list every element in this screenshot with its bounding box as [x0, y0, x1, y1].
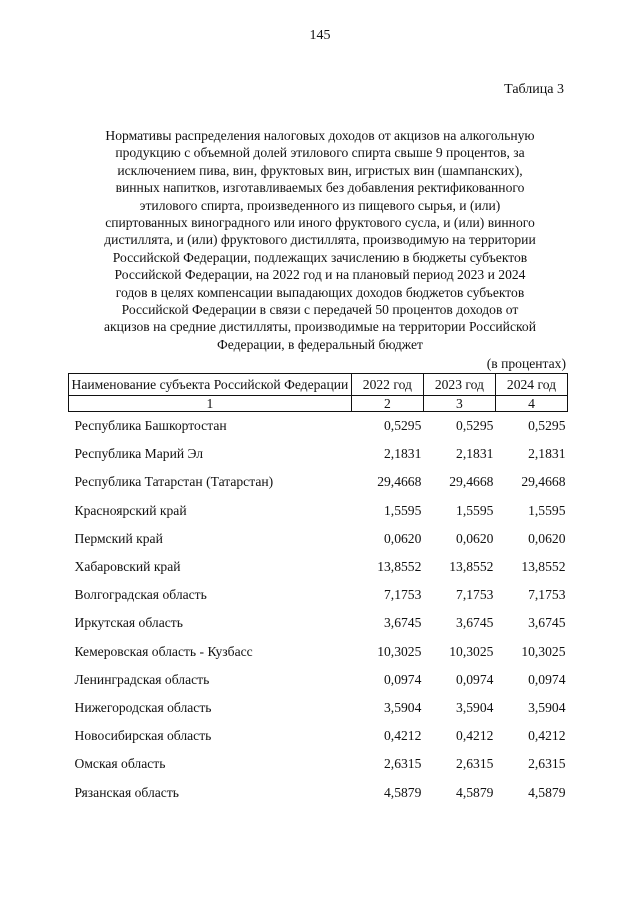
header-subject-name: Наименование субъекта Российской Федерации: [69, 374, 352, 396]
value-2024-cell: 7,1753: [528, 587, 566, 603]
column-index: 4: [495, 396, 567, 412]
value-2023-cell: 4,5879: [456, 784, 494, 800]
title-line: акцизов на средние дистилляты, производимые на территории Российской: [104, 319, 536, 335]
value-2023-cell: 3,6745: [456, 615, 494, 631]
value-2022-cell: 29,4668: [377, 474, 422, 490]
value-2023-cell: 1,5595: [456, 502, 494, 518]
header-year-2023: 2023 год: [423, 374, 495, 396]
title-line: Российской Федерации, на 2022 год и на плановый период 2023 и 2024: [114, 267, 526, 283]
title-line: спиртованных виноградного или иного фруктового сусла, и (или) винного: [105, 215, 535, 231]
table-row: [69, 666, 568, 694]
title-line: годов в целях компенсации выпадающих доходов бюджетов субъектов: [115, 284, 525, 300]
value-2022-cell: 2,1831: [384, 446, 422, 462]
title-line: дистиллята, и (или) фруктового дистиллята, производимую на территории: [104, 232, 536, 248]
value-2022-cell: 0,4212: [384, 728, 422, 744]
value-2023-cell: 10,3025: [449, 643, 494, 659]
value-2022-cell: 3,6745: [384, 615, 422, 631]
value-2022-cell: 13,8552: [377, 559, 422, 575]
table-row: [69, 638, 568, 666]
value-2024-cell: 0,5295: [528, 418, 566, 434]
title-line: Российской Федерации в связи с передачей 50 процентов доходов от: [121, 302, 519, 318]
subject-name-cell: Кемеровская область - Кузбасс: [74, 643, 253, 659]
table-row: [69, 694, 568, 722]
value-2024-cell: 3,5904: [528, 699, 566, 715]
title-line: винных напитков, изготавливаемых без добавления ректификованного: [115, 180, 525, 196]
table-row: [69, 468, 568, 496]
page-number: 145: [309, 28, 331, 43]
value-2024-cell: 2,6315: [528, 756, 566, 772]
subject-name-cell: Рязанская область: [74, 784, 179, 800]
title-line: Российской Федерации, подлежащих зачислению в бюджеты субъектов: [112, 249, 528, 265]
title-line: продукцию с объемной долей этилового спирта свыше 9 процентов, за: [115, 145, 525, 161]
value-2023-cell: 3,5904: [456, 699, 494, 715]
table-row: [69, 722, 568, 750]
value-2022-cell: 2,6315: [384, 756, 422, 772]
subject-name-cell: Иркутская область: [74, 615, 183, 631]
units-note: (в процентах): [486, 356, 566, 371]
subject-name-cell: Республика Башкортостан: [74, 418, 227, 434]
value-2024-cell: 1,5595: [528, 502, 566, 518]
value-2023-cell: 0,5295: [456, 418, 494, 434]
subject-name-cell: Республика Татарстан (Татарстан): [74, 474, 274, 490]
value-2023-cell: 2,1831: [456, 446, 494, 462]
value-2022-cell: 0,0620: [384, 530, 422, 546]
column-index: 2: [351, 396, 423, 412]
table-header: [69, 374, 568, 412]
table-row: [69, 581, 568, 609]
table-label: Таблица 3: [504, 82, 564, 97]
column-index-row: [69, 396, 568, 412]
title-line: исключением пива, вин, фруктовых вин, игристых вин (шампанских),: [117, 162, 523, 178]
value-2023-cell: 0,0974: [456, 671, 494, 687]
title-line: Нормативы распределения налоговых доходов от акцизов на алкогольную: [105, 128, 535, 143]
title-line: Федерации, в федеральный бюджет: [217, 336, 423, 352]
value-2022-cell: 3,5904: [384, 699, 422, 715]
value-2022-cell: 4,5879: [384, 784, 422, 800]
subject-name-cell: Волгоградская область: [74, 587, 207, 603]
table-row: [69, 609, 568, 637]
value-2024-cell: 10,3025: [521, 643, 566, 659]
value-2024-cell: 29,4668: [521, 474, 566, 490]
header-year-2022: 2022 год: [351, 374, 423, 396]
value-2024-cell: 4,5879: [528, 784, 566, 800]
subject-name-cell: Хабаровский край: [74, 559, 181, 575]
table-row: [69, 440, 568, 468]
column-index: 1: [69, 396, 352, 412]
value-2022-cell: 7,1753: [384, 587, 422, 603]
table-row: [69, 778, 568, 806]
subject-name-cell: Пермский край: [74, 530, 163, 546]
value-2022-cell: 10,3025: [377, 643, 422, 659]
subject-name-cell: Ленинградская область: [74, 671, 210, 687]
header-year-2024: 2024 год: [495, 374, 567, 396]
subject-name-cell: Новосибирская область: [74, 728, 212, 744]
value-2024-cell: 2,1831: [528, 446, 566, 462]
value-2023-cell: 0,4212: [456, 728, 494, 744]
title-line: этилового спирта, произведенного из пищевого сырья, и (или): [139, 197, 501, 213]
header-row: [69, 374, 568, 396]
value-2024-cell: 13,8552: [521, 559, 566, 575]
subject-name-cell: Нижегородская область: [74, 699, 212, 715]
table-body: [69, 412, 568, 807]
value-2024-cell: 0,4212: [528, 728, 566, 744]
value-2023-cell: 0,0620: [456, 530, 494, 546]
value-2023-cell: 7,1753: [456, 587, 494, 603]
value-2022-cell: 1,5595: [384, 502, 422, 518]
table-row: [69, 525, 568, 553]
table-row: [69, 750, 568, 778]
value-2024-cell: 3,6745: [528, 615, 566, 631]
column-index: 3: [423, 396, 495, 412]
value-2023-cell: 2,6315: [456, 756, 494, 772]
subject-name-cell: Омская область: [74, 756, 166, 772]
value-2022-cell: 0,5295: [384, 418, 422, 434]
value-2022-cell: 0,0974: [384, 671, 422, 687]
value-2023-cell: 29,4668: [449, 474, 494, 490]
table-row: [69, 412, 568, 441]
distribution-table: [68, 373, 568, 807]
subject-name-cell: Красноярский край: [74, 502, 187, 518]
document-title: [68, 127, 572, 353]
table-row: [69, 553, 568, 581]
value-2023-cell: 13,8552: [449, 559, 494, 575]
subject-name-cell: Республика Марий Эл: [74, 446, 204, 462]
value-2024-cell: 0,0620: [528, 530, 566, 546]
table-row: [69, 497, 568, 525]
value-2024-cell: 0,0974: [528, 671, 566, 687]
